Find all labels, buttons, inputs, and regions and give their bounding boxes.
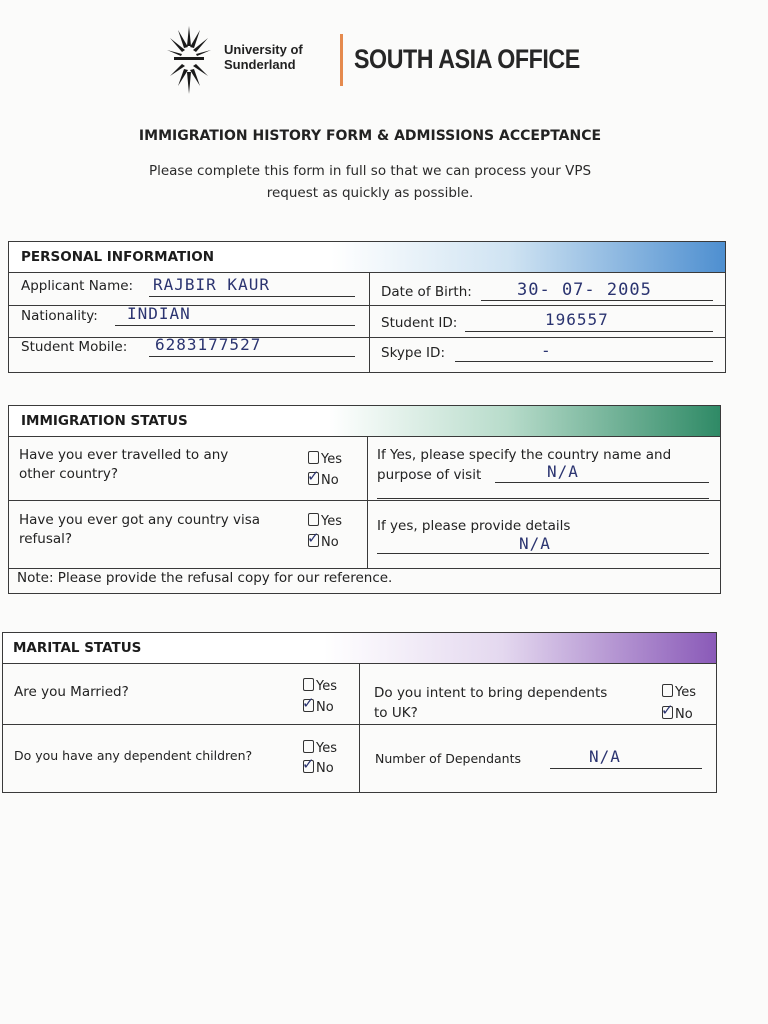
travel-details-underline	[495, 482, 709, 483]
dependent-children-question: Do you have any dependent children?	[14, 748, 253, 763]
checkbox-icon	[661, 701, 674, 719]
travelled-question-line1: Have you ever travelled to any	[19, 447, 229, 463]
refusal-details-underline	[377, 553, 709, 554]
travel-details-underline-2	[377, 498, 709, 499]
row-divider	[9, 568, 720, 569]
row-divider	[9, 305, 725, 306]
intro-line2: request as quickly as possible.	[266, 185, 474, 201]
applicant-name-underline	[149, 296, 355, 297]
travel-details-line2: purpose of visit	[377, 467, 482, 483]
married-yes-checkbox[interactable]	[303, 678, 337, 694]
applicant-name-field[interactable]: RAJBIR KAUR	[153, 275, 270, 294]
bring-dependents-question-line1: Do you intent to bring dependents	[374, 685, 608, 701]
checkbox-icon	[307, 529, 320, 547]
skype-id-field[interactable]: -	[541, 341, 552, 360]
immigration-status-heading-text: IMMIGRATION STATUS	[21, 413, 188, 429]
skype-id-underline	[455, 361, 713, 362]
yes-label: Yes	[675, 685, 696, 700]
yes-label: Yes	[321, 452, 342, 467]
yes-label: Yes	[321, 514, 342, 529]
date-of-birth-field[interactable]: 30- 07- 2005	[517, 280, 652, 300]
skype-id-label: Skype ID:	[381, 345, 445, 361]
dependent-children-yes-checkbox[interactable]	[303, 740, 337, 756]
number-of-dependants-field[interactable]: N/A	[589, 747, 621, 766]
student-mobile-underline	[149, 356, 355, 357]
nationality-label: Nationality:	[21, 308, 98, 324]
no-label: No	[316, 700, 334, 715]
student-id-label: Student ID:	[381, 315, 458, 331]
travel-details-label	[377, 445, 671, 485]
immigration-status-section	[8, 405, 721, 594]
marital-status-section	[2, 632, 717, 793]
no-label: No	[321, 535, 339, 550]
refusal-details-label: If yes, please provide details	[377, 518, 571, 534]
number-of-dependants-underline	[550, 768, 702, 769]
university-name	[224, 42, 303, 72]
no-label: No	[316, 761, 334, 776]
column-divider	[369, 273, 370, 372]
checkbox-icon	[662, 684, 673, 697]
date-of-birth-label: Date of Birth:	[381, 284, 472, 300]
yes-label: Yes	[316, 741, 337, 756]
header-divider	[340, 34, 343, 86]
immigration-status-heading	[9, 406, 720, 437]
bring-dependents-question-line2: to UK?	[374, 705, 418, 721]
travelled-question-line2: other country?	[19, 466, 119, 482]
date-of-birth-underline	[481, 300, 713, 301]
nationality-field[interactable]: INDIAN	[127, 304, 191, 323]
travelled-question	[19, 446, 228, 484]
bring-dependents-question	[374, 683, 607, 723]
university-name-line2: Sunderland	[224, 57, 296, 72]
checkbox-icon	[302, 694, 315, 712]
yes-label: Yes	[316, 679, 337, 694]
number-of-dependants-label: Number of Dependants	[375, 751, 522, 766]
checkbox-icon	[307, 467, 320, 485]
refusal-details-field[interactable]: N/A	[519, 534, 551, 553]
student-id-field[interactable]: 196557	[545, 310, 609, 329]
visa-refusal-no-checkbox[interactable]	[307, 529, 339, 550]
checkbox-icon	[302, 755, 315, 773]
no-label: No	[321, 473, 339, 488]
travelled-yes-checkbox[interactable]	[308, 451, 342, 467]
row-divider	[3, 724, 716, 725]
check-mark-icon: ✓	[302, 694, 315, 712]
check-mark-icon: ✓	[302, 755, 315, 773]
intro-line1: Please complete this form in full so that we can process your VPS	[148, 163, 592, 179]
student-mobile-field[interactable]: 6283177527	[155, 335, 262, 354]
university-logo-icon	[166, 24, 212, 96]
applicant-name-label: Applicant Name:	[21, 278, 134, 294]
dependent-children-no-checkbox[interactable]	[302, 755, 334, 776]
office-title: SOUTH ASIA OFFICE	[354, 44, 580, 74]
checkbox-icon	[308, 513, 319, 526]
marital-status-heading	[3, 633, 716, 664]
visa-refusal-question-line1: Have you ever got any country visa	[19, 512, 261, 528]
nationality-underline	[115, 325, 355, 326]
bring-dependents-yes-checkbox[interactable]	[662, 684, 696, 700]
column-divider	[359, 664, 360, 792]
checkbox-icon	[303, 678, 314, 691]
checkbox-icon	[303, 740, 314, 753]
bring-dependents-no-checkbox[interactable]	[661, 701, 693, 722]
form-title: IMMIGRATION HISTORY FORM & ADMISSIONS ACCEPTANCE	[138, 128, 602, 144]
marital-status-heading-text: MARITAL STATUS	[13, 640, 142, 656]
visa-refusal-question-line2: refusal?	[19, 531, 73, 547]
check-mark-icon: ✓	[307, 529, 320, 547]
married-question: Are you Married?	[14, 684, 129, 700]
university-name-line1: University of	[224, 42, 303, 57]
student-mobile-label: Student Mobile:	[21, 339, 128, 355]
refusal-note: Note: Please provide the refusal copy for our reference.	[17, 570, 393, 586]
no-label: No	[675, 707, 693, 722]
student-id-underline	[465, 331, 713, 332]
married-no-checkbox[interactable]	[302, 694, 334, 715]
column-divider	[367, 437, 368, 568]
visa-refusal-yes-checkbox[interactable]	[308, 513, 342, 529]
check-mark-icon: ✓	[661, 701, 674, 719]
checkbox-icon	[308, 451, 319, 464]
travel-details-line1: If Yes, please specify the country name and	[377, 447, 672, 463]
travel-details-field[interactable]: N/A	[547, 462, 579, 481]
travelled-no-checkbox[interactable]	[307, 467, 339, 488]
visa-refusal-question	[19, 511, 260, 549]
personal-information-heading-text: PERSONAL INFORMATION	[21, 249, 215, 265]
personal-information-heading	[9, 242, 725, 273]
row-divider	[9, 500, 720, 501]
personal-information-section	[8, 241, 726, 373]
form-intro	[0, 160, 740, 204]
check-mark-icon: ✓	[307, 467, 320, 485]
row-divider	[9, 337, 725, 338]
